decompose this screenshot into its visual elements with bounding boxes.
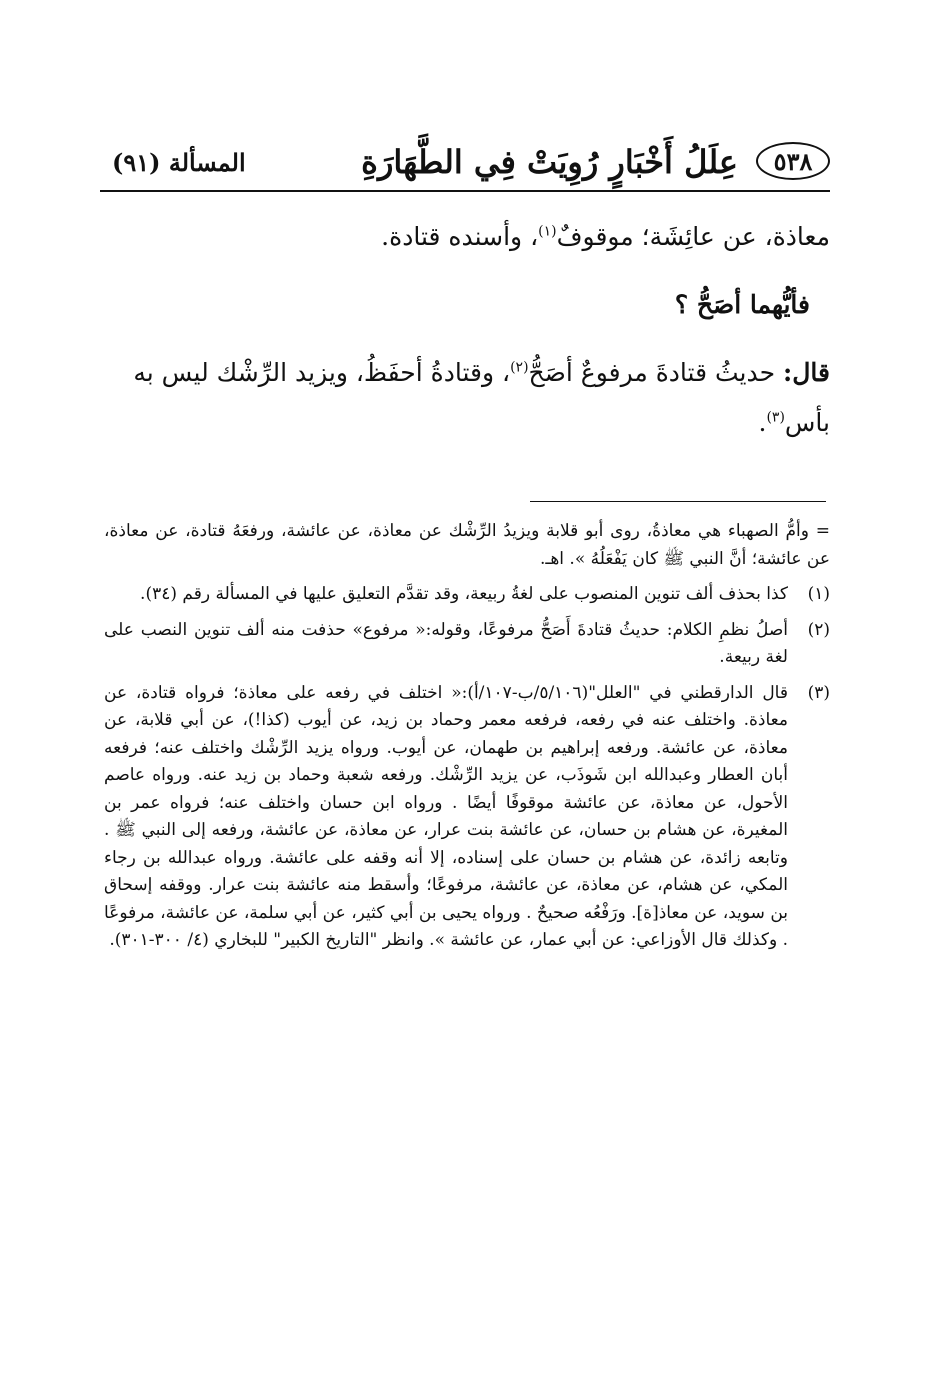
answer-end: . [758, 408, 767, 437]
footnote-number: (٣) [807, 682, 830, 703]
header-divider [100, 190, 830, 192]
main-line1-b: ، وأسنده قتادة. [381, 222, 539, 251]
footnote-1 [104, 581, 830, 609]
footnote-text: قال الدارقطني في "العلل"(٥/١٠٦/ب-١٠٧/أ):« اختلف في رفعه على معاذة؛ فرواه قتادة، عن معاذة. واختلف عنه في رفعه، فرفعه معمر وحماد بن زيد، عن أيوب (كذا!)، عن أبي قلابة، عن معاذة، عن عائشة. ورفعه إبراهيم بن طهمان، عن أيوب. ورواه يزيد الرِّشْك واختلف عنه؛ فرفعه أبان العطار وعبدالله ابن شَوذَب، عن يزيد الرِّشْك. ورفعه شعبة وحماد بن زيد عنه. ورواه عاصم الأحول، عن معاذة، عن عائشة موقوفًا أيضًا . ورواه ابن حسان واختلف عنه؛ فرواه عمر بن المغيرة، عن هشام بن حسان، عن عائشة بنت عرار، عن معاذة، عن عائشة، ورفعه إلى النبي ﷺ . وتابعه زائدة، عن هشام بن حسان على إسناده، إلا أنه وقفه على عائشة. ورواه عبدالله بن رجاء المكي، عن هشام، عن معاذة، عن عائشة، مرفوعًا؛ وأسقط منه عائشة بنت عرار. ووقفه إسحاق بن سويد، عن معاذ[ة]. ورَفْعُه صحيحٌ . ورواه يحيى بن أبي كثير، عن أبي سلمة، عن عائشة، مرفوعًا . وكذلك قال الأوزاعي: عن أبي عمار، عن عائشة ». وانظر "التاريخ الكبير" للبخاري (٤/ ٣٠٠-٣٠١). [104, 682, 788, 950]
section-label: المسألة (٩١) [112, 148, 246, 177]
question: فأيُّهما أصَحُّ ؟ [674, 290, 810, 319]
footnote-3 [104, 680, 830, 955]
footnotes [104, 518, 830, 963]
page-number: ٥٣٨ [756, 142, 830, 180]
footnote-2 [104, 617, 830, 672]
footnote-divider [530, 501, 826, 502]
main-line [104, 212, 830, 262]
footnote-ref-1: (١) [538, 223, 557, 240]
footnote-text: كذا بحذف ألف تنوين المنصوب على لغةُ ربيعة، وقد تقدَّم التعليق عليها في المسألة رقم (٣٤). [140, 584, 788, 604]
answer [104, 348, 830, 448]
footnote-number: (١) [807, 584, 830, 604]
running-title: عِلَلُ أَخْبَارٍ رُوِيَتْ فِي الطَّهَارَةِ [361, 143, 738, 181]
footnote-ref-3: (٣) [766, 409, 785, 426]
footnote-ref-2: (٢) [510, 359, 529, 376]
answer-text-a: حديثُ قتادةَ مرفوعٌ أصَحُّ [528, 358, 784, 387]
footnote-text: أصلُ نظمِ الكلام: حديثُ قتادةَ أَصَحُّ مرفوعًا، وقوله:« مرفوع» حذفت منه ألف تنوين النصب على لغة ربيعة. [104, 619, 788, 667]
footnote-continuation: = وأمُّ الصهباء هي معاذةُ، روى أبو قلابة ويزيدُ الرِّشْك عن معاذة، عن عائشة، ورفعَهُ قتادة، عن معاذة، عن عائشة؛ أنَّ النبي ﷺ كان يَفْعَلُهُ ». اهـ. [104, 521, 830, 569]
page-header [100, 140, 830, 188]
footnote-number: (٢) [807, 619, 830, 640]
answer-text-b: ، وقتادةُ أحفَظُ، ويزيد الرِّشْك ليس به بأس [133, 358, 830, 437]
main-line1-a: معاذة، عن عائِشَة؛ موقوفٌ [556, 222, 830, 251]
answer-lead: قال: [783, 358, 830, 387]
main-text [104, 212, 830, 448]
